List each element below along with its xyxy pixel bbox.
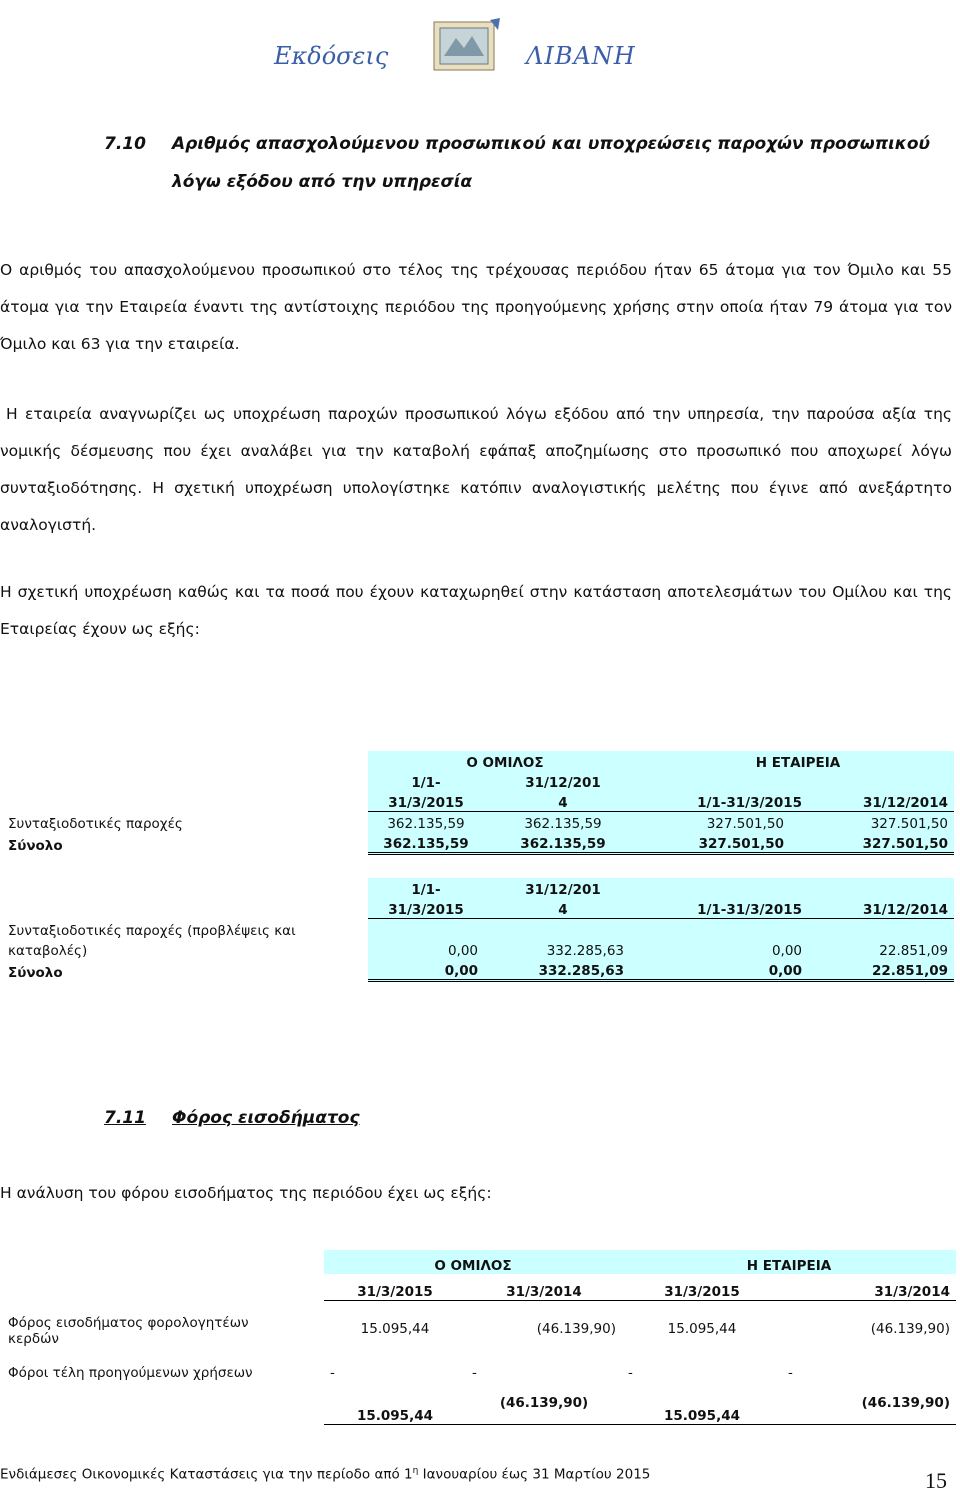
col-header: 31/12/201: [484, 771, 642, 791]
cell-value: 15.095,44: [622, 1395, 782, 1425]
table-row: [2, 1361, 956, 1381]
cell-value: 0,00: [642, 939, 808, 959]
cell-value: 15.095,44: [324, 1395, 466, 1425]
footer-superscript: η: [412, 1466, 419, 1476]
row-label: καταβολές): [8, 943, 88, 959]
paragraph-income-tax: Η ανάλυση του φόρου εισοδήματος της περιόδου έχει ως εξής:: [0, 1184, 492, 1202]
col-header: 1/1-: [368, 771, 484, 791]
cell-value: 362.135,59: [484, 812, 642, 833]
paragraph-obligation: Η εταιρεία αναγνωρίζει ως υποχρέωση παροχών προσωπικού λόγω εξόδου από την υπηρεσία, την παρούσα αξία της νομικής δέσμευσης που έχει αναλάβει για την καταβολή εφάπαξ αποζημίωσης στο προσωπικό που αποχωρεί λόγω συνταξιοδότησης. Η σχετική υποχρέωση υπολογίστηκε κατόπιν αναλογιστικής μελέτης που έγινε από ανεξάρτητο αναλογιστή.: [0, 405, 952, 534]
cell-value: 327.501,50: [808, 832, 954, 854]
table-row: [2, 832, 954, 854]
cell-value: (46.139,90): [466, 1395, 622, 1425]
col-header: 31/3/2015: [368, 791, 484, 812]
cell-value: (46.139,90): [536, 1320, 616, 1337]
col-header: 31/3/2015: [324, 1274, 466, 1300]
col-header: 1/1-31/3/2015: [642, 898, 808, 919]
page-number: 15: [925, 1468, 947, 1493]
cell-value: 0,00: [642, 959, 808, 981]
col-header: 1/1-: [368, 878, 484, 898]
table-row: [2, 1395, 956, 1425]
section-title: Φόρος εισοδήματος: [172, 1108, 360, 1128]
table-row: [2, 1331, 956, 1351]
group-header: Ο ΟΜΙΛΟΣ: [324, 1250, 622, 1274]
cell-value: 22.851,09: [808, 959, 954, 981]
cell-value: 15.095,44: [360, 1320, 430, 1337]
book-icon: [430, 16, 504, 74]
table-pension-benefits: [2, 751, 954, 855]
section-title-line2: λόγω εξόδου από την υπηρεσία: [172, 172, 473, 192]
group-header: Ο ΟΜΙΛΟΣ: [368, 751, 642, 771]
footer-text: Ενδιάμεσες Οικονομικές Καταστάσεις για την περίοδο από 1: [0, 1466, 413, 1483]
table-row: [2, 959, 954, 981]
company-header: Η ΕΤΑΙΡΕΙΑ: [642, 751, 954, 771]
col-header: 31/3/2015: [622, 1274, 782, 1300]
cell-value: 0,00: [368, 939, 484, 959]
row-label: Συνταξιοδοτικές παροχές (προβλέψεις και: [8, 923, 296, 939]
col-header: 31/3/2015: [368, 898, 484, 919]
section-title-line1: Αριθμός απασχολούμενου προσωπικού και υποχρεώσεις παροχών προσωπικού: [172, 134, 931, 154]
cell-value: 15.095,44: [667, 1320, 737, 1337]
col-header: 31/12/201: [484, 878, 642, 898]
paragraph-amounts: Η σχετική υποχρέωση καθώς και τα ποσά που έχουν καταχωρηθεί στην κατάσταση αποτελεσμάτων του Ομίλου και της Εταιρείας έχουν ως εξής:: [0, 583, 952, 638]
col-header: 1/1-31/3/2015: [642, 791, 808, 812]
cell-value: 0,00: [368, 959, 484, 981]
cell-value: -: [628, 1364, 633, 1381]
page-footer: [0, 1466, 650, 1483]
footer-text-end: Ιανουαρίου έως 31 Μαρτίου 2015: [418, 1466, 651, 1483]
cell-value: -: [788, 1364, 793, 1381]
cell-value: 362.135,59: [368, 832, 484, 854]
section-number: 7.11: [104, 1108, 146, 1128]
table-row: [2, 939, 954, 959]
cell-value: 327.501,50: [642, 812, 808, 833]
row-label: Σύνολο: [8, 964, 63, 981]
publisher-logo: [268, 6, 688, 80]
cell-value: 327.501,50: [808, 812, 954, 833]
col-header: 31/3/2014: [782, 1274, 956, 1300]
section-number: 7.10: [104, 134, 146, 154]
cell-value: 362.135,59: [484, 832, 642, 854]
col-header: 4: [484, 791, 642, 812]
logo-text-left: Εκδόσεις: [274, 42, 389, 70]
row-label: Φόροι τέλη προηγούμενων χρήσεων: [8, 1364, 253, 1381]
col-header: 31/12/2014: [808, 898, 954, 919]
table-income-tax: [2, 1250, 956, 1425]
cell-value: 362.135,59: [368, 812, 484, 833]
row-label: κερδών: [8, 1330, 59, 1347]
cell-value: (46.139,90): [782, 1395, 956, 1425]
cell-value: -: [472, 1364, 477, 1381]
table-row: [2, 812, 954, 833]
cell-value: 327.501,50: [642, 832, 808, 854]
col-header: 31/3/2014: [466, 1274, 622, 1300]
cell-value: 22.851,09: [808, 939, 954, 959]
cell-value: 332.285,63: [484, 959, 642, 981]
cell-value: 332.285,63: [484, 939, 642, 959]
col-header: 4: [484, 898, 642, 919]
row-label: Συνταξιοδοτικές παροχές: [8, 816, 183, 832]
paragraph-employees: Ο αριθμός του απασχολούμενου προσωπικού στο τέλος της τρέχουσας περιόδου ήταν 65 άτομα για τον Όμιλο και 55 άτομα για την Εταιρεία έναντι της αντίστοιχης περιόδου της προηγούμενης χρήσης στην οποία ήταν 79 άτομα για τον Όμιλο και 63 για την εταιρεία.: [0, 261, 952, 353]
row-label: Φόρος εισοδήματος φορολογητέων: [8, 1314, 249, 1331]
company-header: Η ΕΤΑΙΡΕΙΑ: [622, 1250, 956, 1274]
cell-value: -: [330, 1364, 335, 1381]
cell-value: (46.139,90): [870, 1320, 950, 1337]
table-pension-provisions: [2, 878, 954, 982]
row-label: Σύνολο: [8, 837, 63, 854]
logo-text-right: ΛΙΒΑΝΗ: [526, 42, 636, 70]
col-header: 31/12/2014: [808, 791, 954, 812]
